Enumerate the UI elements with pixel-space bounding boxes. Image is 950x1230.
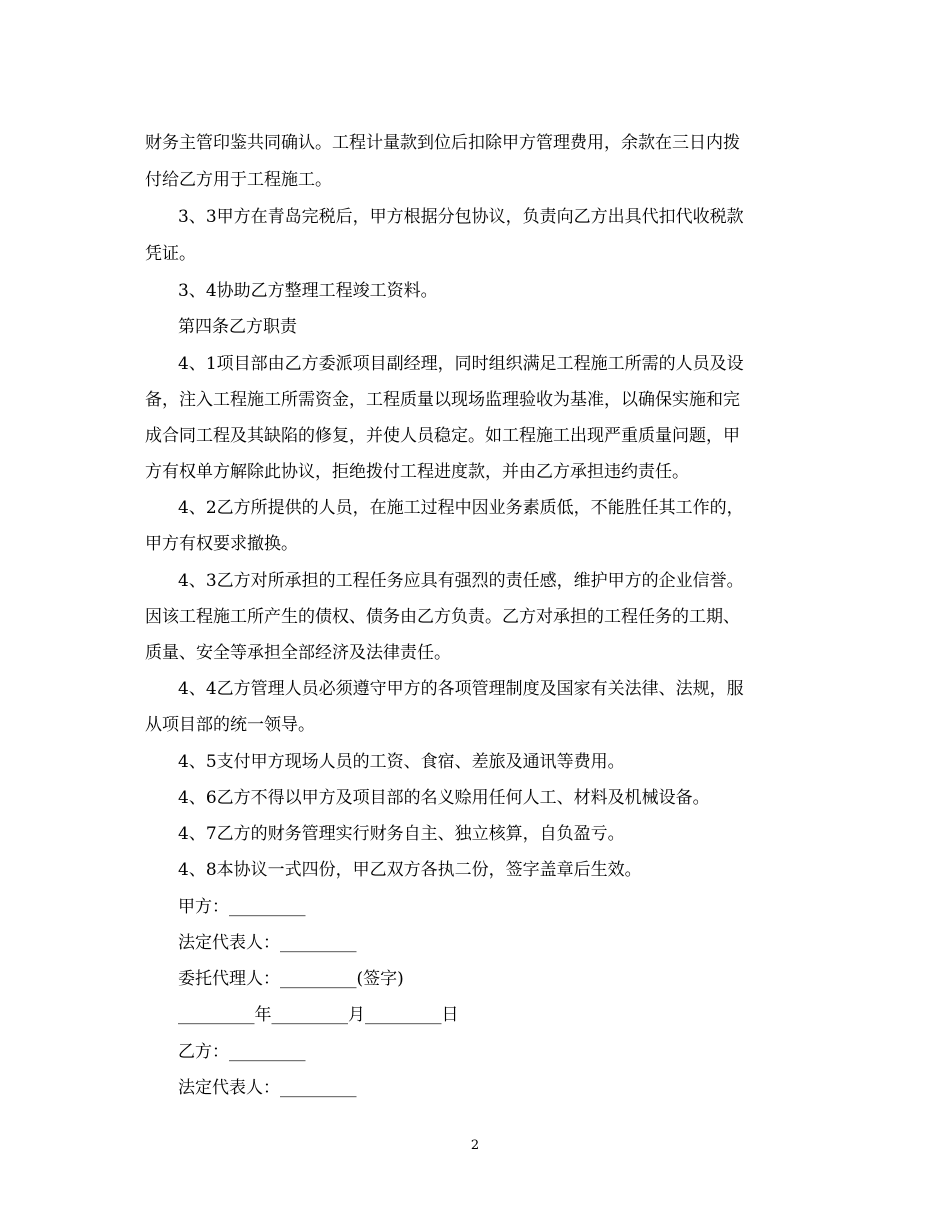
text-line: 4、1项目部由乙方委派项目副经理，同时组织满足工程施工所需的人员及设 xyxy=(178,354,744,374)
text-line: 甲方有权要求撤换。 xyxy=(145,534,298,554)
text-line: 4、2乙方所提供的人员，在施工过程中因业务素质低，不能胜任其工作的， xyxy=(178,498,744,518)
text-line: 凭证。 xyxy=(145,244,196,264)
text-line: 4、4乙方管理人员必须遵守甲方的各项管理制度及国家有关法律、法规，服 xyxy=(178,679,744,699)
signature-legal-rep-b: 法定代表人：_________ xyxy=(178,1078,357,1098)
text-line: 4、5支付甲方现场人员的工资、食宿、差旅及通讯等费用。 xyxy=(178,752,625,772)
text-line: 4、6乙方不得以甲方及项目部的名义赊用任何人工、材料及机械设备。 xyxy=(178,788,710,808)
text-line: 财务主管印鉴共同确认。工程计量款到位后扣除甲方管理费用，余款在三日内拨 xyxy=(145,133,740,153)
text-line: 质量、安全等承担全部经济及法律责任。 xyxy=(145,643,451,663)
text-line: 从项目部的统一领导。 xyxy=(145,715,315,735)
text-line: 成合同工程及其缺陷的修复，并使人员稳定。如工程施工出现严重质量问题，甲 xyxy=(145,426,740,446)
text-line: 3、4协助乙方整理工程竣工资料。 xyxy=(178,281,438,301)
section-heading: 第四条乙方职责 xyxy=(178,317,297,337)
signature-date: _________年_________月_________日 xyxy=(178,1005,459,1025)
signature-legal-rep-a: 法定代表人：_________ xyxy=(178,933,357,953)
text-line: 4、8本协议一式四份，甲乙双方各执二份，签字盖章后生效。 xyxy=(178,860,642,880)
page-number: 2 xyxy=(470,1138,480,1153)
text-line: 4、3乙方对所承担的工程任务应具有强烈的责任感，维护甲方的企业信誉。 xyxy=(178,571,744,591)
text-line: 备，注入工程施工所需资金，工程质量以现场监理验收为基准，以确保实施和完 xyxy=(145,390,740,410)
signature-party-b: 乙方：_________ xyxy=(178,1042,306,1062)
text-line: 付给乙方用于工程施工。 xyxy=(145,170,332,190)
signature-party-a: 甲方：_________ xyxy=(178,897,306,917)
text-line: 3、3甲方在青岛完税后，甲方根据分包协议，负责向乙方出具代扣代收税款 xyxy=(178,207,744,227)
text-line: 方有权单方解除此协议，拒绝拨付工程进度款，并由乙方承担违约责任。 xyxy=(145,462,689,482)
text-line: 因该工程施工所产生的债权、债务由乙方负责。乙方对承担的工程任务的工期、 xyxy=(145,607,740,627)
signature-agent: 委托代理人：_________(签字) xyxy=(178,969,404,989)
text-line: 4、7乙方的财务管理实行财务自主、独立核算，自负盈亏。 xyxy=(178,824,625,844)
